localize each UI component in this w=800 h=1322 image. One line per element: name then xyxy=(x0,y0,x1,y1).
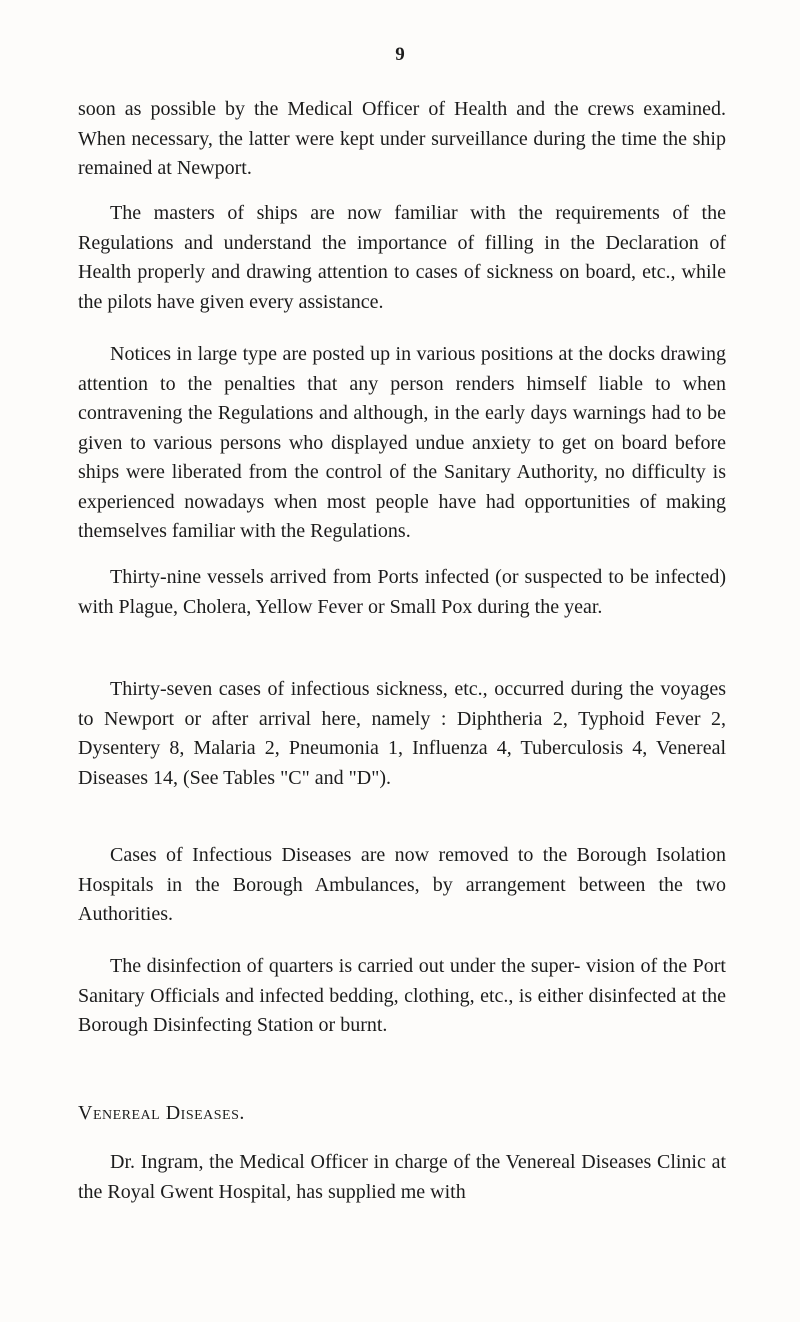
paragraph-clinic: Dr. Ingram, the Medical Officer in charge of the Venereal Diseases Clinic at the Royal Gwent Hospital, has supplied me with xyxy=(78,1151,726,1203)
paragraph-isolation-hospitals: Cases of Infectious Diseases are now removed to the Borough Isolation Hospitals in the Borough Ambulances, by arrangement between the two Authorities. xyxy=(78,844,726,925)
paragraph-crew-examination: soon as possible by the Medical Officer of Health and the crews examined. When necessary, the latter were kept under surveillance during the time the ship remained at Newport. xyxy=(78,98,726,179)
page-number: 9 xyxy=(395,44,405,65)
section-heading-venereal-diseases: Venereal Diseases. xyxy=(78,1102,245,1124)
paragraph-infectious-cases: Thirty-seven cases of infectious sickness, etc., occurred during the voyages to Newport or after arrival here, namely : Diphtheria 2, Typhoid Fever 2, Dysentery 8, Malaria 2, Pneumonia 1, Influenza 4, Tuberculosis 4, Venereal Diseases 14, (See Tables "C" and "D"). xyxy=(78,678,726,789)
paragraph-notices-posted: Notices in large type are posted up in various positions at the docks drawing attention to the penalties that any person renders himself liable to when contravening the Regulations and although, in the early days warnings had to be given to various persons who displayed undue anxiety to get on board before ships were liberated from the control of the Sanitary Authority, no difficulty is experienced nowadays when most people have had opportunities of making themselves familiar with the Regulations. xyxy=(78,343,726,542)
paragraph-disinfection: The disinfection of quarters is carried out under the super- vision of the Port Sanitary Officials and infected bedding, clothing, etc., is either disinfected at the Borough Disinfecting Station or burnt. xyxy=(78,955,726,1036)
paragraph-vessels-arrived: Thirty-nine vessels arrived from Ports infected (or suspected to be infected) with Plague, Cholera, Yellow Fever or Small Pox during the year. xyxy=(78,566,726,618)
paragraph-masters-of-ships: The masters of ships are now familiar with the requirements of the Regulations and understand the importance of filling in the Declaration of Health properly and drawing attention to cases of sickness on board, etc., while the pilots have given every assistance. xyxy=(78,202,726,313)
